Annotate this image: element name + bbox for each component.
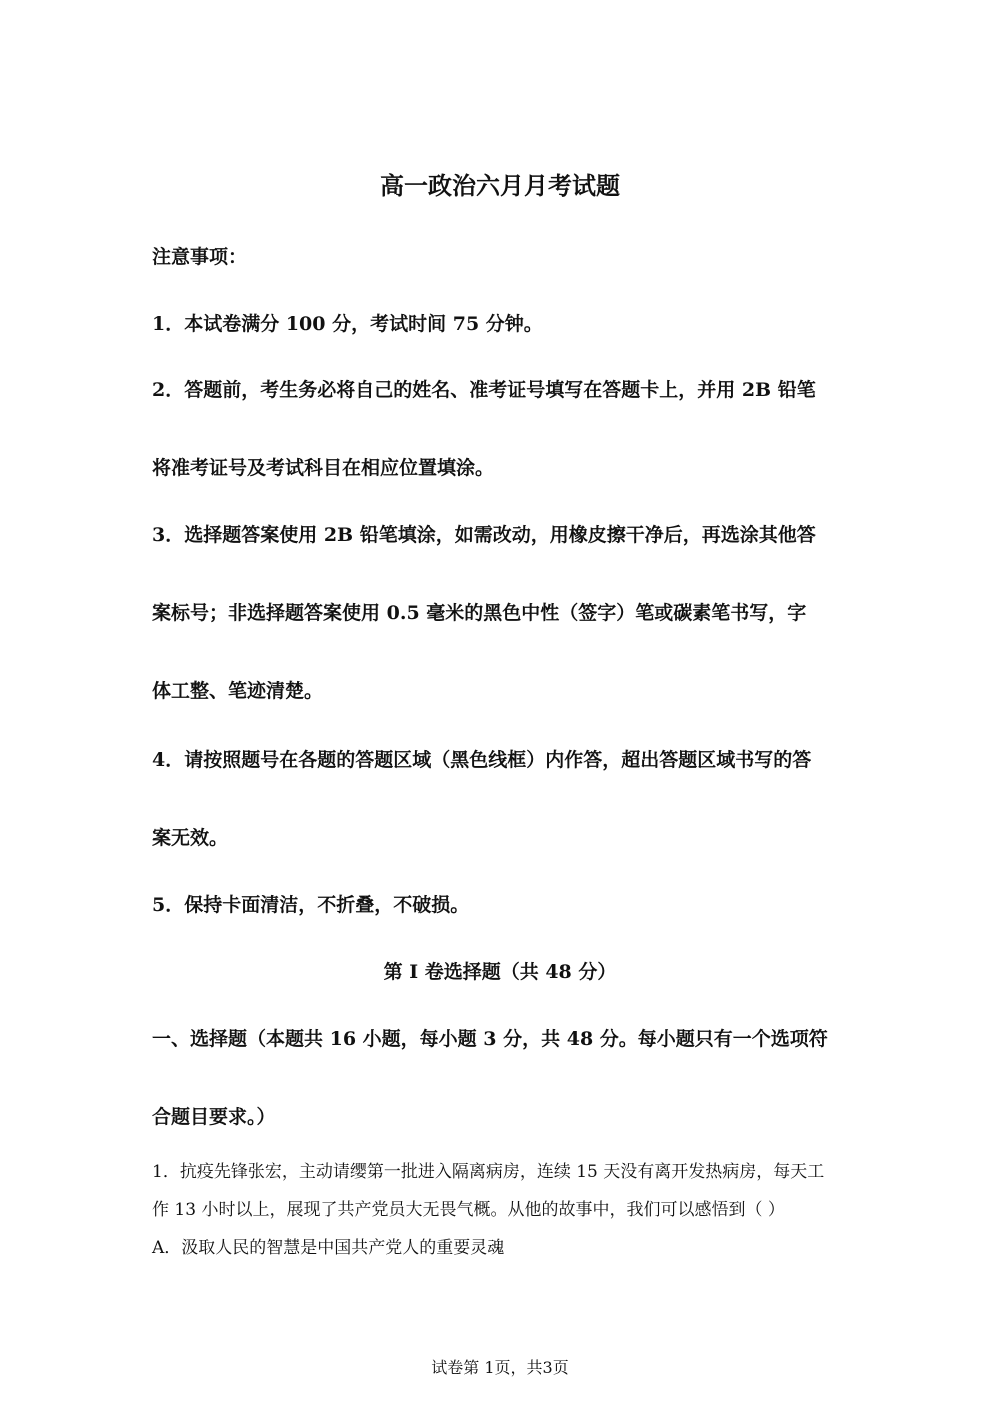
notice-line-9: 5．保持卡面清洁，不折叠，不破损。 (152, 894, 470, 916)
notice-line-6: 体工整、笔迹清楚。 (152, 680, 324, 702)
notice-line-5: 案标号；非选择题答案使用 0.5 毫米的黑色中性（签字）笔或碳素笔书写，字 (152, 602, 807, 624)
part-title: 第 I 卷选择题（共 48 分） (383, 961, 617, 983)
notice-line-2: 2．答题前，考生务必将自己的姓名、准考证号填写在答题卡上，并用 2B 铅笔 (152, 379, 816, 401)
question-1-option-a: A．汲取人民的智慧是中国共产党人的重要灵魂 (152, 1238, 505, 1258)
notice-line-8: 案无效。 (152, 827, 229, 849)
section-line-1: 一、选择题（本题共 16 小题，每小题 3 分，共 48 分。每小题只有一个选项符 (152, 1028, 828, 1050)
notice-line-3: 将准考证号及考试科目在相应位置填涂。 (152, 457, 495, 479)
section-line-2: 合题目要求。） (152, 1106, 276, 1128)
notice-line-1: 1．本试卷满分 100 分，考试时间 75 分钟。 (152, 313, 543, 335)
exam-title: 高一政治六月月考试题 (380, 171, 620, 200)
notice-line-7: 4．请按照题号在各题的答题区域（黑色线框）内作答，超出答题区域书写的答 (152, 749, 812, 771)
notice-heading: 注意事项： (152, 246, 248, 268)
question-1-stem-line-2: 作 13 小时以上，展现了共产党员大无畏气概。从他的故事中，我们可以感悟到（ ） (152, 1200, 785, 1220)
page-footer: 试卷第 1页，共3页 (431, 1358, 569, 1377)
notice-line-4: 3．选择题答案使用 2B 铅笔填涂，如需改动，用橡皮擦干净后，再选涂其他答 (152, 524, 816, 546)
question-1-stem-line-1: 1．抗疫先锋张宏，主动请缨第一批进入隔离病房，连续 15 天没有离开发热病房，每天工 (152, 1162, 825, 1182)
